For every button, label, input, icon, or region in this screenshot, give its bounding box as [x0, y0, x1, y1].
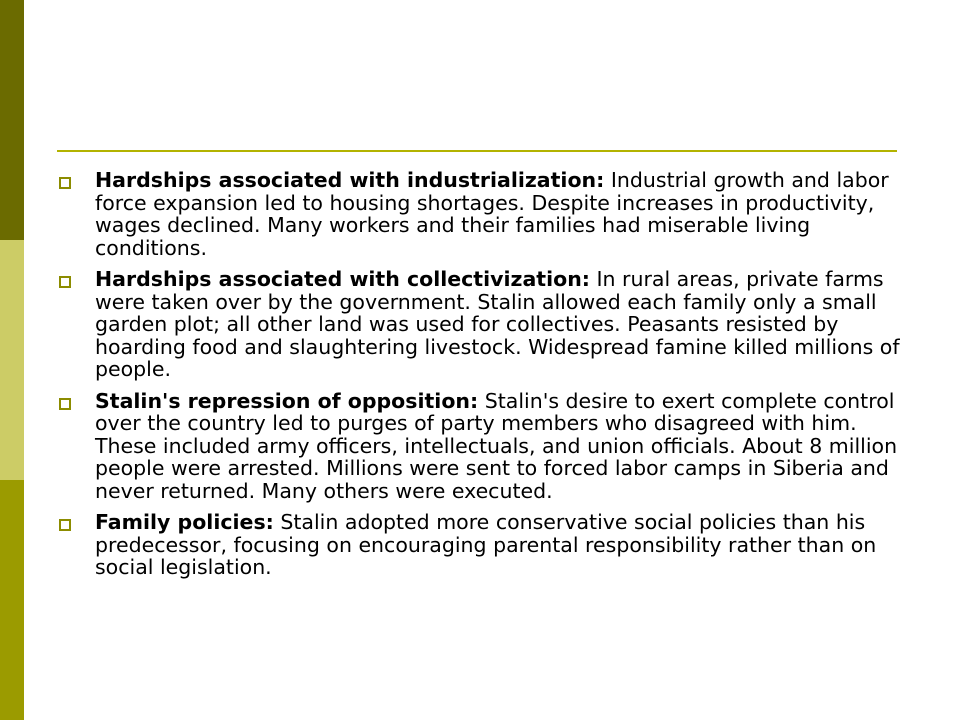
bullet-heading: Hardships associated with collectivization:	[95, 267, 590, 291]
hollow-square-bullet-icon	[59, 398, 71, 410]
bullet-item-industrialization	[58, 169, 903, 259]
bullet-item-family-policies	[58, 511, 903, 579]
hollow-square-bullet-icon	[59, 519, 71, 531]
bullet-item-repression	[58, 390, 903, 503]
bullet-text: Stalin's desire to exert complete control over the country led to purges of party members who disagreed with him. These included army officers, intellectuals, and union officials. About 8 million people were arrested. Millions were sent to forced labor camps in Siberia and never returned. Many others were executed.	[95, 388, 898, 503]
hollow-square-bullet-icon	[59, 276, 71, 288]
side-band-top	[0, 0, 24, 240]
side-band-bottom	[0, 480, 24, 720]
bullet-text: Stalin adopted more conservative social policies than his predecessor, focusing on encouraging parental responsibility rather than on social legislation.	[95, 510, 877, 579]
bullet-item-collectivization	[58, 268, 903, 381]
bullet-heading: Family policies:	[95, 510, 274, 534]
bullet-text: Industrial growth and labor force expansion led to housing shortages. Despite increases in productivity, wages declined. Many workers and their families had miserable living conditions.	[95, 168, 889, 260]
bullet-list	[58, 169, 903, 588]
bullet-heading: Hardships associated with industrialization:	[95, 168, 605, 192]
bullet-text: In rural areas, private farms were taken over by the government. Stalin allowed each family only a small garden plot; all other land was used for collectives. Peasants resisted by hoarding food and slaughtering livestock. Widespread famine killed millions of people.	[95, 267, 900, 381]
bullet-heading: Stalin's repression of opposition:	[95, 388, 479, 413]
side-band-middle	[0, 240, 24, 480]
title-divider	[57, 150, 897, 152]
hollow-square-bullet-icon	[59, 177, 71, 189]
